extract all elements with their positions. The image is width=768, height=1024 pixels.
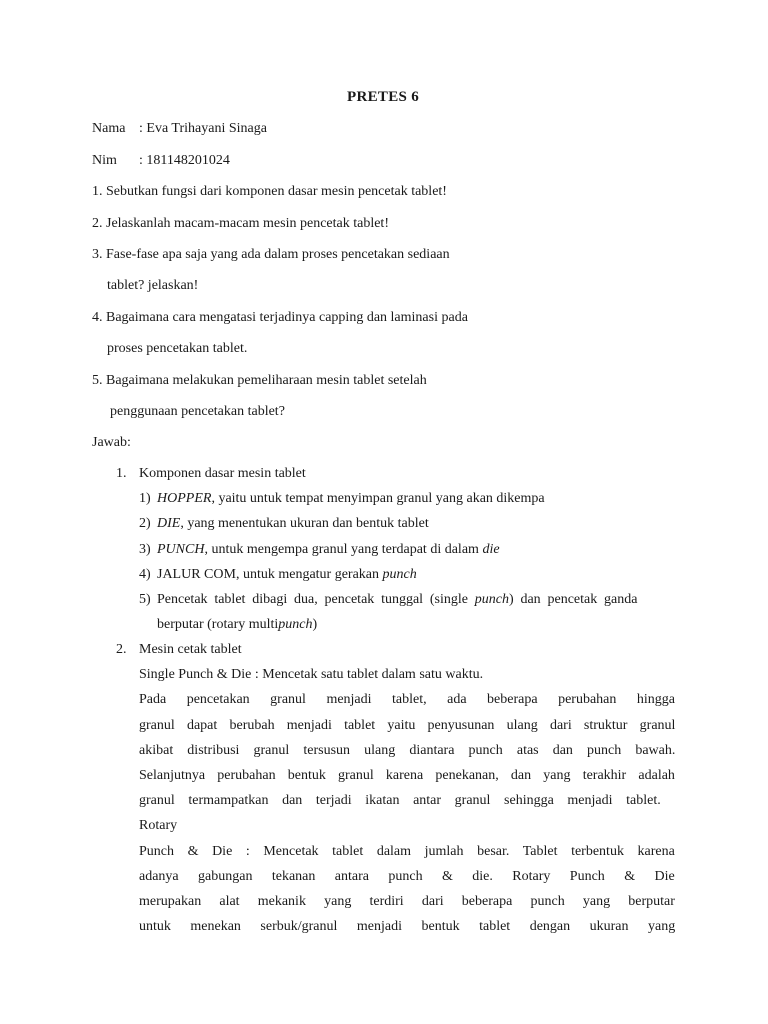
component-2-term: DIE	[157, 516, 181, 531]
para1-line-5: granul termampatkan dan terjadi ikatan antar granul sehingga menjadi tablet.	[139, 793, 661, 808]
component-4	[157, 566, 417, 584]
component-2-text: , yang menentukan ukuran dan bentuk tablet	[180, 516, 429, 531]
component-4-term-end: punch	[382, 567, 417, 582]
component-4-text: JALUR COM, untuk mengatur gerakan	[157, 567, 383, 582]
component-2-number: 2)	[139, 516, 151, 531]
question-3-cont: tablet? jelaskan!	[107, 278, 199, 293]
question-5: 5. Bagaimana melakukan pemeliharaan mesin tablet setelah	[92, 373, 427, 388]
para2-line-3: merupakan alat mekanik yang terdiri dari beberapa punch yang berputar	[139, 894, 675, 909]
question-5-cont: penggunaan pencetakan tablet?	[110, 404, 285, 419]
answer-2-heading: Mesin cetak tablet	[139, 642, 242, 657]
question-4-cont: proses pencetakan tablet.	[107, 341, 248, 356]
component-1-text: , yaitu untuk tempat menyimpan granul yang akan dikempa	[211, 491, 545, 506]
para1-line-1: Pada pencetakan granul menjadi tablet, ada beberapa perubahan hingga	[139, 692, 675, 707]
question-4: 4. Bagaimana cara mengatasi terjadinya capping dan laminasi pada	[92, 310, 468, 325]
single-punch-text: Single Punch & Die : Mencetak satu tablet dalam satu waktu.	[139, 667, 484, 682]
answer-1-number: 1.	[116, 466, 127, 481]
question-3: 3. Fase-fase apa saja yang ada dalam proses pencetakan sediaan	[92, 247, 450, 262]
component-5-text-after: ) dan pencetak ganda	[509, 592, 638, 607]
question-1: 1. Sebutkan fungsi dari komponen dasar mesin pencetak tablet!	[92, 184, 447, 199]
component-3-text: , untuk mengempa granul yang terdapat di dalam	[204, 542, 483, 557]
component-5-cont	[157, 616, 317, 634]
component-3-term: PUNCH	[157, 542, 205, 557]
component-5	[157, 591, 675, 609]
component-1	[157, 490, 545, 508]
page-title: PRETES 6	[347, 89, 420, 105]
component-5-term: punch	[474, 592, 509, 607]
answer-2-number: 2.	[116, 642, 127, 657]
component-3-number: 3)	[139, 542, 151, 557]
question-2: 2. Jelaskanlah macam-macam mesin pencetak tablet!	[92, 216, 389, 231]
rotary-label: Rotary	[139, 818, 178, 833]
component-3	[157, 541, 500, 559]
component-5-cont-term: punch	[278, 617, 313, 632]
component-1-number: 1)	[139, 491, 151, 506]
para1-line-4: Selanjutnya perubahan bentuk granul karena penekanan, dan yang terakhir adalah	[139, 768, 675, 783]
component-5-cont-end: )	[312, 617, 318, 632]
para2-line-1: Punch & Die : Mencetak tablet dalam jumlah besar. Tablet terbentuk karena	[139, 844, 675, 859]
nim-value: : 181148201024	[139, 153, 230, 168]
component-1-term: HOPPER	[157, 491, 212, 506]
component-5-text: Pencetak tablet dibagi dua, pencetak tunggal (single	[157, 592, 475, 607]
name-value: : Eva Trihayani Sinaga	[139, 121, 267, 136]
component-3-term-end: die	[482, 542, 500, 557]
nim-label: Nim	[92, 153, 117, 168]
answer-label: Jawab:	[92, 435, 131, 450]
component-2	[157, 515, 429, 533]
component-4-number: 4)	[139, 567, 151, 582]
answer-1-heading: Komponen dasar mesin tablet	[139, 466, 306, 481]
component-5-cont-text: berputar (rotary multi	[157, 617, 279, 632]
name-label: Nama	[92, 121, 126, 136]
para1-line-3: akibat distribusi granul tersusun ulang diantara punch atas dan punch bawah.	[139, 743, 676, 758]
para2-line-2: adanya gabungan tekanan antara punch & die. Rotary Punch & Die	[139, 869, 675, 884]
para2-line-4: untuk menekan serbuk/granul menjadi bentuk tablet dengan ukuran yang	[139, 919, 676, 934]
para1-line-2: granul dapat berubah menjadi tablet yaitu penyusunan ulang dari struktur granul	[139, 718, 676, 733]
component-5-number: 5)	[139, 592, 151, 607]
